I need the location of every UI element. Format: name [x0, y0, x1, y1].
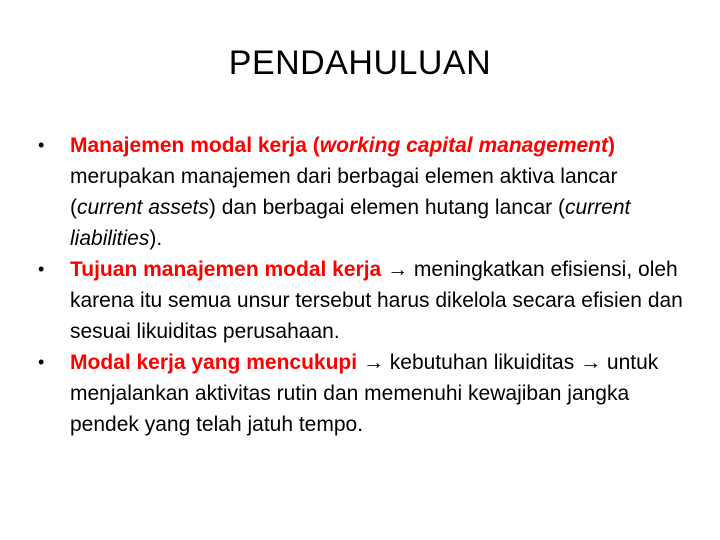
bullet-highlight: Manajemen modal kerja ( [70, 134, 320, 157]
bullet-text: meningkatkan efisiensi, oleh karena itu semua unsur tersebut harus dikelola secara efisien dan sesuai likuiditas perusahaan. [70, 258, 683, 343]
bullet-highlight-close: ) [608, 134, 616, 157]
bullet-icon: • [38, 259, 45, 279]
bullet-text: kebutuhan likuiditas [383, 351, 575, 374]
bullet-highlight-italic: working capital management [319, 134, 609, 157]
bullet-text: untuk menjalankan aktivitas rutin dan memenuhi kewajiban jangka pendek yang telah jatuh tempo. [70, 351, 659, 436]
bullet-text: ). [149, 227, 163, 250]
list-item [34, 254, 694, 347]
bullet-highlight: Tujuan manajemen modal kerja [70, 258, 382, 281]
bullet-italic-term: current liabilities [70, 196, 631, 250]
bullet-highlight: Modal kerja yang mencukupi [70, 351, 358, 374]
arrow-right-icon: → [580, 351, 602, 374]
bullet-list [34, 130, 694, 440]
arrow-right-icon: → [387, 258, 409, 281]
bullet-icon: • [38, 352, 45, 372]
list-item [34, 130, 694, 254]
bullet-text: merupakan manajemen dari berbagai elemen aktiva lancar ( [70, 165, 618, 219]
bullet-icon: • [38, 135, 45, 155]
bullet-text: ) dan berbagai elemen hutang lancar ( [208, 196, 565, 219]
list-item [34, 347, 694, 440]
bullet-italic-term: current assets [77, 196, 209, 219]
page-title: PENDAHULUAN [228, 44, 492, 82]
arrow-right-icon: → [362, 351, 384, 374]
